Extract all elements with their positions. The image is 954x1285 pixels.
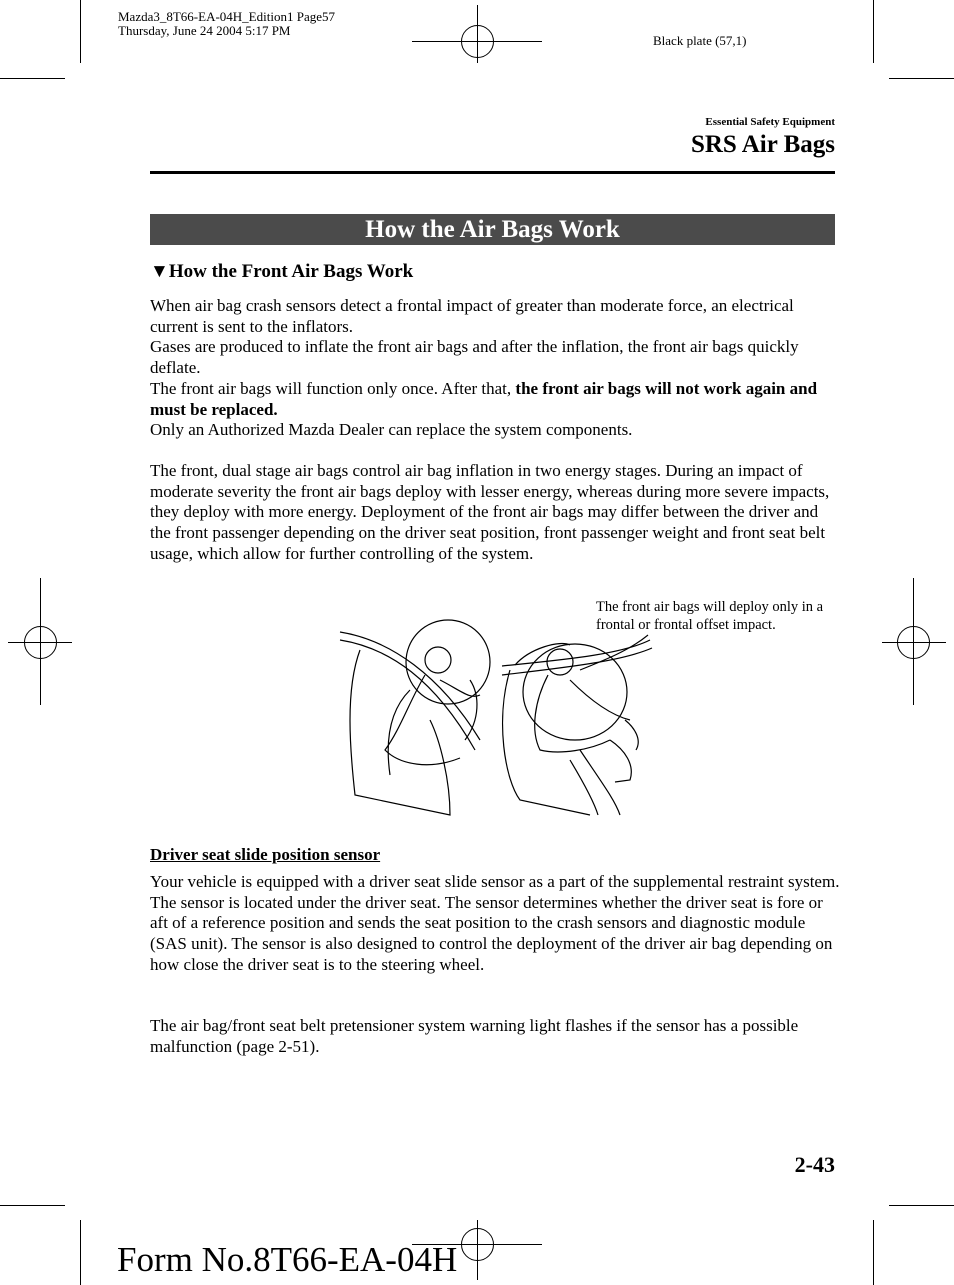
airbag-illustration bbox=[330, 600, 660, 820]
subsection-heading bbox=[150, 261, 413, 283]
triangle-down-icon: ▼ bbox=[150, 261, 169, 282]
figure-caption: The front air bags will deploy only in a frontal or frontal offset impact. bbox=[596, 599, 824, 633]
section-rule bbox=[150, 171, 835, 174]
paragraph-dual-stage: The front, dual stage air bags control air bag inflation in two energy stages. During an impact of moderate severity the front air bags deploy with lesser energy, whereas during more severe impacts, they deploy with more energy. Deployment of the front air bags may differ between the driver and the front passenger depending on the driver seat position, front passenger weight and front seat belt usage, which allow for further controlling of the system. bbox=[150, 461, 830, 563]
text-normal: The front air bags will function only once. After that, bbox=[150, 378, 516, 398]
text-line: Gases are produced to inflate the front air bags and after the inflation, the front air bags quickly deflate. bbox=[150, 337, 799, 378]
subsection-title: How the Front Air Bags Work bbox=[168, 261, 414, 282]
file-name: Mazda3_8T66-EA-04H_Edition1 Page57 bbox=[118, 9, 335, 24]
print-file-info bbox=[118, 10, 335, 38]
plate-label: Black plate (57,1) bbox=[653, 33, 747, 48]
paragraph-warning-light: The air bag/front seat belt pretensioner system warning light flashes if the sensor has a possible malfunction (page 2-51). bbox=[150, 1016, 799, 1056]
paragraph-inflation bbox=[150, 296, 840, 441]
sensor-heading: Driver seat slide position sensor bbox=[150, 845, 381, 864]
paragraph-seat-sensor: Your vehicle is equipped with a driver seat slide sensor as a part of the supplemental restraint system. The sensor is located under the driver seat. The sensor determines whether the driver seat is fore or aft of a reference position and sends the seat position to the crash sensors and diagnostic module (SAS unit). The sensor is also designed to control the deployment of the driver air bag depending on how close the driver seat is to the steering wheel. bbox=[150, 872, 840, 974]
text-line: When air bag crash sensors detect a frontal impact of greater than moderate force, an electrical current is sent to the inflators. bbox=[150, 296, 794, 336]
file-timestamp: Thursday, June 24 2004 5:17 PM bbox=[118, 23, 291, 38]
section-title: SRS Air Bags bbox=[690, 131, 835, 158]
text-emphasis: the front air bags will not work again and must be replaced. bbox=[150, 378, 818, 419]
topic-banner: How the Air Bags Work bbox=[150, 214, 835, 245]
text-line bbox=[150, 379, 840, 420]
text-line: Only an Authorized Mazda Dealer can replace the system components. bbox=[150, 420, 633, 440]
form-number: Form No.8T66-EA-04H bbox=[117, 1240, 458, 1279]
page-number: 2-43 bbox=[794, 1152, 835, 1177]
section-category: Essential Safety Equipment bbox=[705, 116, 835, 128]
